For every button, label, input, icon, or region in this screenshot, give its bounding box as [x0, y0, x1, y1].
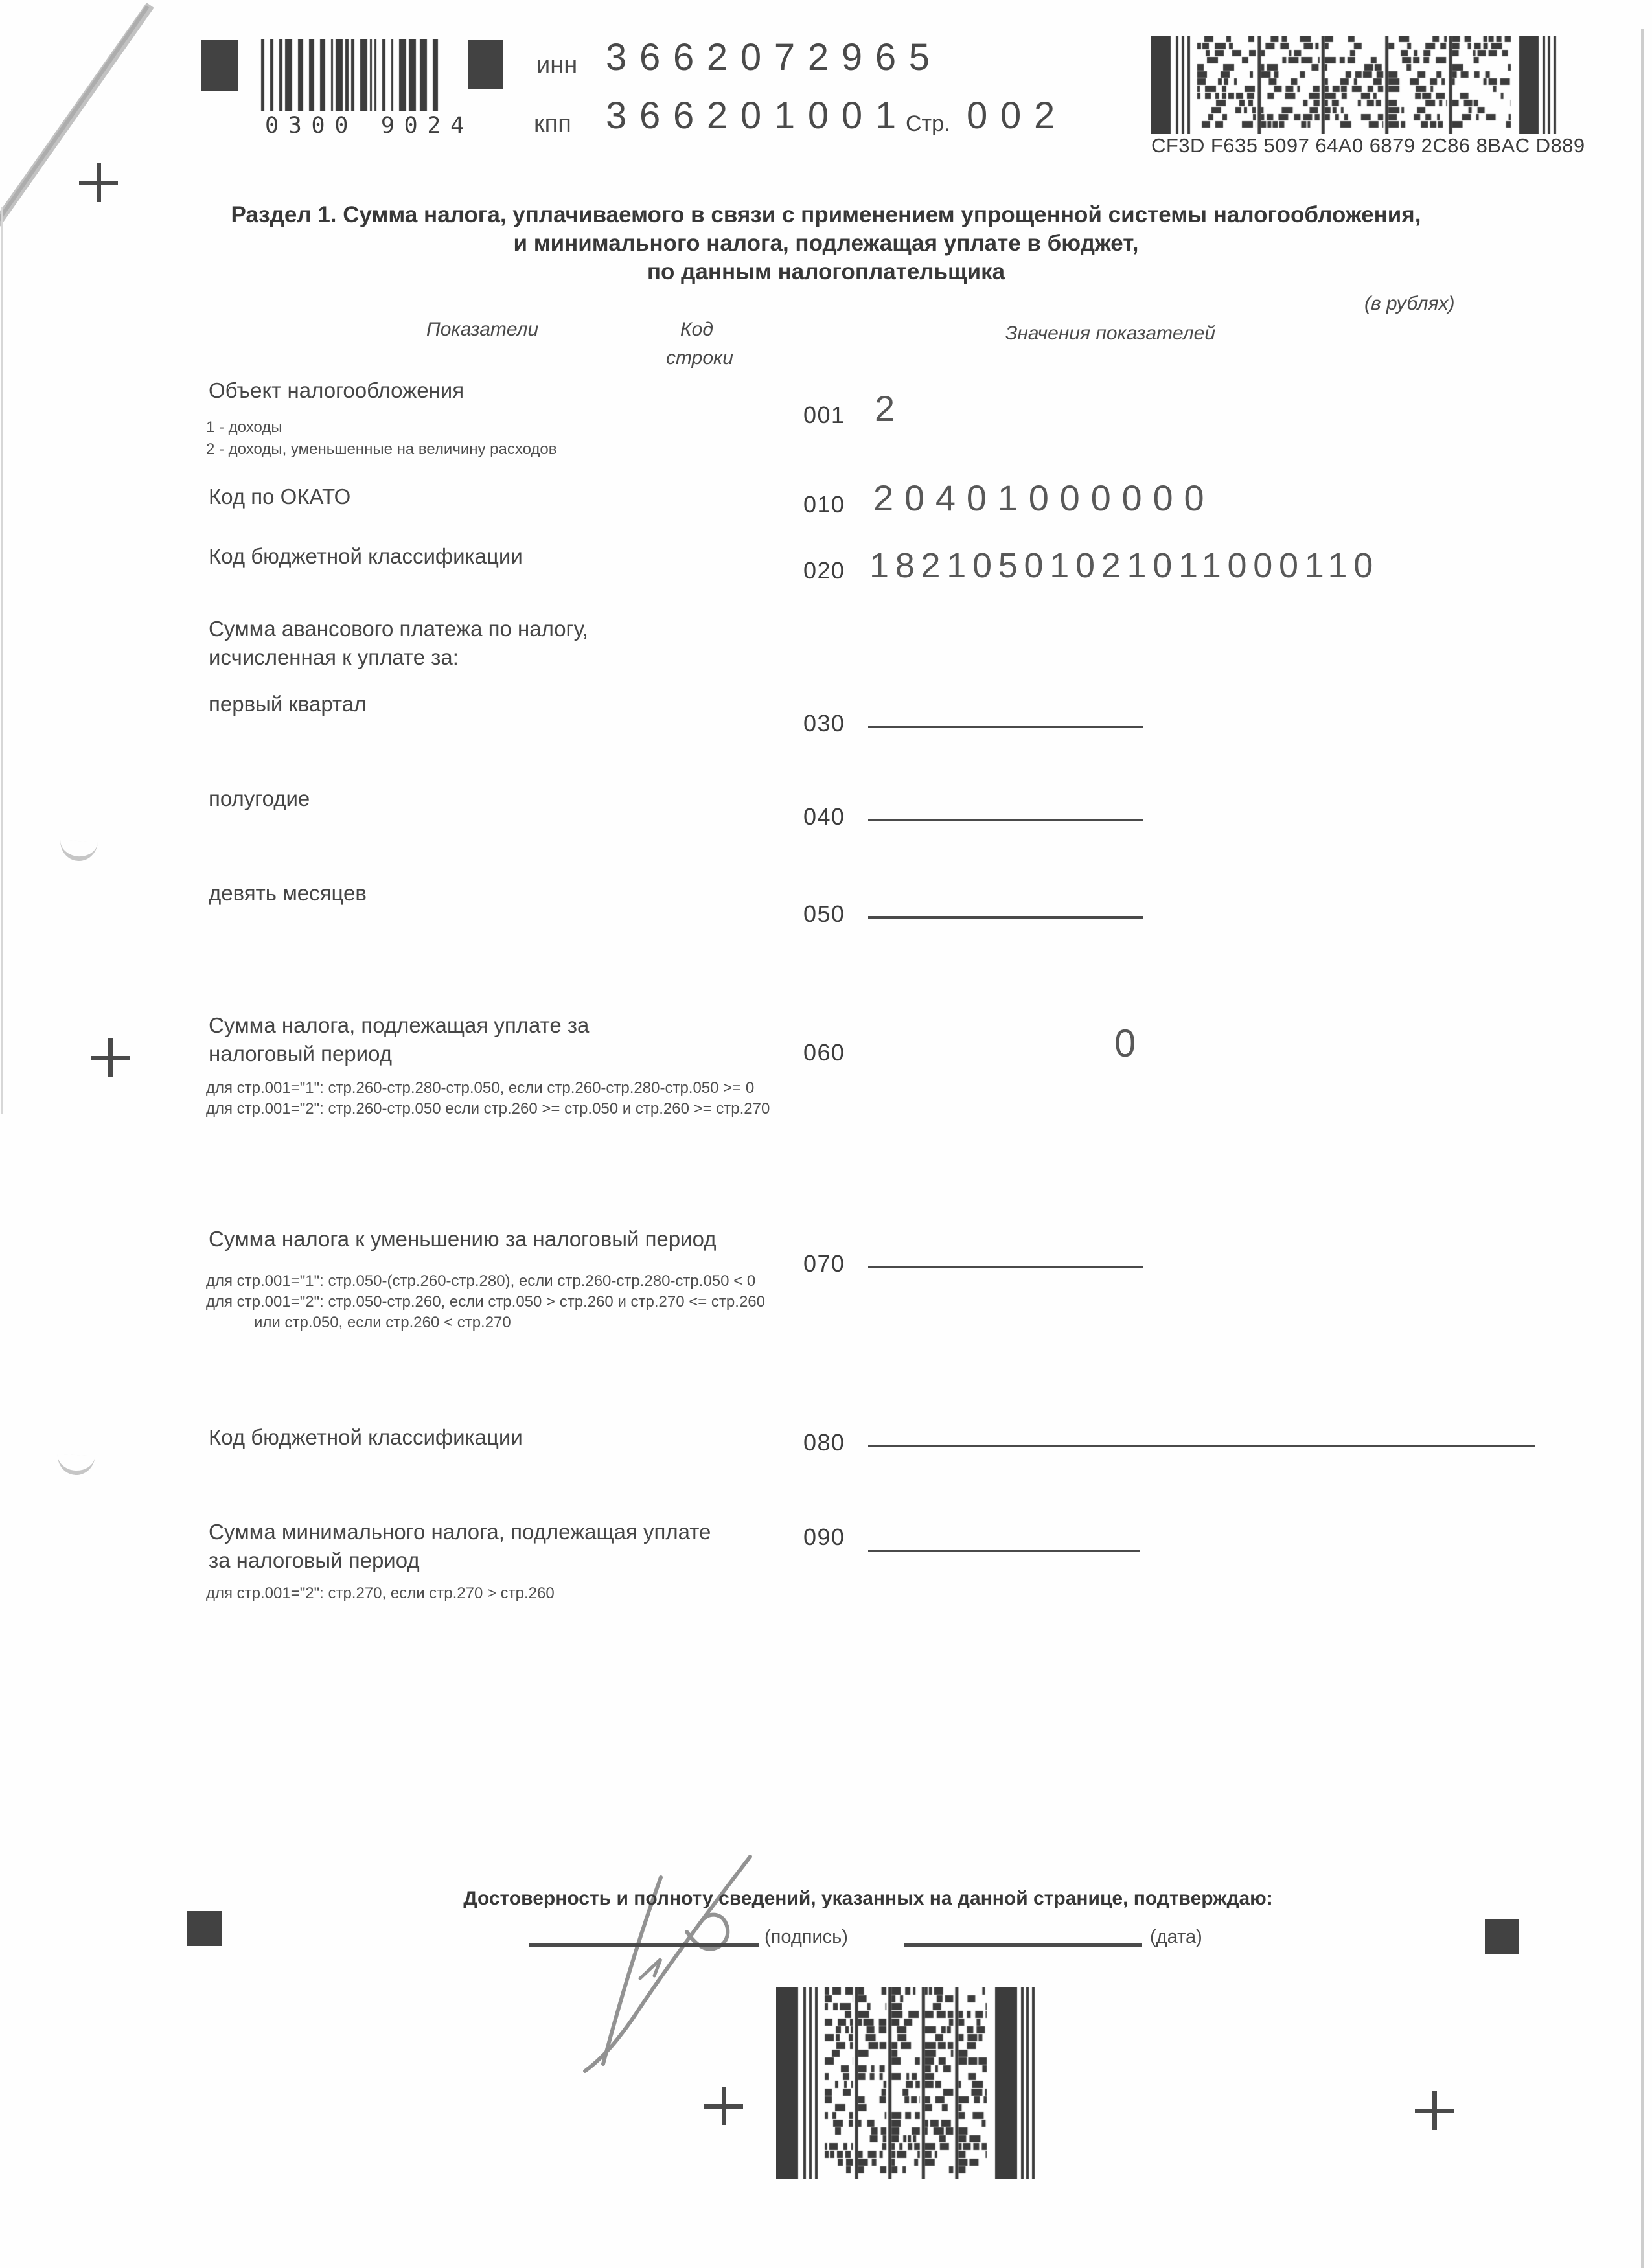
row-030-label: первый квартал [209, 692, 367, 716]
row-050-label: девять месяцев [209, 881, 367, 905]
row-020-value: 18210501021011000110 [869, 546, 1380, 585]
row-070-code: 070 [803, 1250, 845, 1277]
row-080-value-line [868, 1445, 1535, 1447]
crop-mark-bottom-left [704, 2087, 743, 2125]
signature-label: (подпись) [764, 1927, 848, 1947]
row-010-label: Код по ОКАТО [209, 485, 351, 509]
row-070-note1: для стр.001="1": стр.050-(стр.260-стр.280), если стр.260-стр.280-стр.050 < 0 [206, 1272, 756, 1290]
signature-line [529, 1943, 759, 1947]
advance-header-line1: Сумма авансового платежа по налогу, [209, 617, 588, 641]
pdf417-barcode-top [1151, 36, 1558, 134]
row-090-value-line [868, 1550, 1140, 1552]
row-060-code: 060 [803, 1039, 845, 1066]
row-050-code: 050 [803, 900, 845, 927]
row-020-code: 020 [803, 557, 845, 584]
crop-mark-line [1432, 2091, 1437, 2130]
units-note: (в рублях) [1364, 293, 1455, 314]
section-title-line1: Раздел 1. Сумма налога, уплачиваемого в связи с применением упрощенной системы налогообложения, [231, 202, 1421, 227]
barcode-code-line: CF3D F635 5097 64A0 6879 2C86 8BAC D889 [1151, 134, 1585, 157]
crop-mark-top-left [79, 163, 118, 202]
row-060-note2: для стр.001="2": стр.260-стр.050 если стр.260 >= стр.050 и стр.260 >= стр.270 [206, 1100, 770, 1117]
row-030-value-line [868, 726, 1143, 728]
advance-header-line2: исчисленная к уплате за: [209, 645, 459, 669]
inn-value: 3662072965 [606, 36, 943, 78]
row-070-value-line [868, 1266, 1143, 1268]
page-label: Стр. [906, 111, 950, 136]
pdf417-barcode-bottom [776, 1987, 1037, 2179]
column-header-values: Значения показателей [1005, 323, 1216, 344]
form-barcode-number: 0300 9024 [265, 113, 474, 139]
row-060-label-line2: налоговый период [209, 1042, 392, 1066]
crop-mark-bottom-right [1415, 2091, 1454, 2130]
kpp-value: 366201001 [606, 95, 909, 137]
crop-mark-line [97, 163, 101, 202]
registration-square [1485, 1919, 1519, 1954]
row-001-note1: 1 - доходы [206, 418, 282, 436]
date-label: (дата) [1150, 1927, 1202, 1947]
page-number: 002 [967, 95, 1068, 137]
column-header-code-line2: строки [666, 347, 733, 369]
registration-square [468, 40, 503, 89]
row-001-label: Объект налогообложения [209, 378, 465, 402]
section-title-line2: и минимального налога, подлежащая уплате в бюджет, [513, 231, 1139, 256]
row-040-code: 040 [803, 803, 845, 830]
crop-mark-line [108, 1038, 113, 1077]
kpp-label: кпп [534, 110, 571, 137]
row-080-label: Код бюджетной классификации [209, 1425, 523, 1449]
row-090-code: 090 [803, 1524, 845, 1550]
row-090-note1: для стр.001="2": стр.270, если стр.270 > стр.260 [206, 1585, 555, 1602]
registration-square [187, 1911, 222, 1946]
row-001-note2: 2 - доходы, уменьшенные на величину расходов [206, 441, 557, 458]
row-001-code: 001 [803, 402, 845, 428]
row-070-label: Сумма налога к уменьшению за налоговый период [209, 1227, 717, 1251]
section-title-line3: по данным налогоплательщика [647, 259, 1005, 284]
row-080-code: 080 [803, 1429, 845, 1456]
row-030-code: 030 [803, 710, 845, 737]
row-060-note1: для стр.001="1": стр.260-стр.280-стр.050, если стр.260-стр.280-стр.050 >= 0 [206, 1079, 755, 1097]
crop-mark-mid-left [91, 1038, 130, 1077]
confirmation-statement: Достоверность и полноту сведений, указанных на данной странице, подтверждаю: [463, 1888, 1273, 1909]
column-header-indicators: Показатели [426, 319, 539, 340]
row-090-label-line1: Сумма минимального налога, подлежащая уплате [209, 1520, 711, 1544]
row-060-value: 0 [1114, 1022, 1148, 1065]
row-060-label-line1: Сумма налога, подлежащая уплате за [209, 1013, 590, 1037]
form-barcode [260, 39, 440, 111]
row-020-label: Код бюджетной классификации [209, 544, 523, 568]
column-header-code-line1: Код [680, 319, 713, 340]
row-010-code: 010 [803, 491, 845, 518]
row-090-label-line2: за налоговый период [209, 1548, 420, 1572]
inn-label: инн [536, 52, 578, 79]
row-001-value: 2 [875, 388, 906, 429]
row-040-value-line [868, 819, 1143, 821]
registration-square [201, 40, 238, 91]
row-050-value-line [868, 916, 1143, 919]
row-070-note3: или стр.050, если стр.260 < стр.270 [254, 1314, 511, 1331]
row-040-label: полугодие [209, 786, 310, 810]
row-010-value: 20401000000 [873, 477, 1215, 518]
date-line [904, 1943, 1142, 1947]
row-070-note2: для стр.001="2": стр.050-стр.260, если стр.050 > стр.260 и стр.270 <= стр.260 [206, 1293, 765, 1311]
crop-mark-line [722, 2087, 726, 2125]
